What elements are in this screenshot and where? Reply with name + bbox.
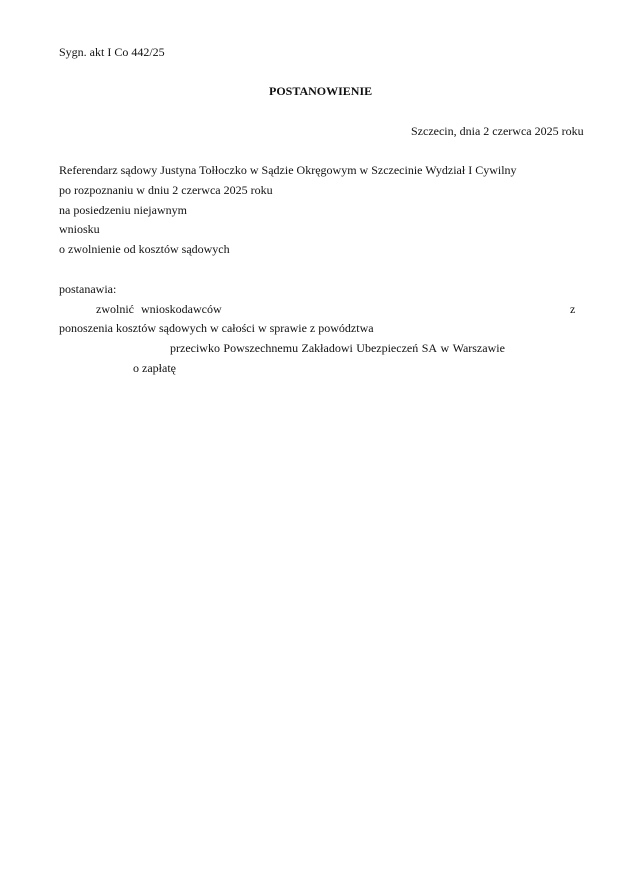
- ruling-line-3-word: Zakładowi: [301, 341, 353, 355]
- case-number: Sygn. akt I Co 442/25: [59, 45, 165, 59]
- ruling-line-3-word: Warszawie: [452, 341, 505, 355]
- ruling-word-2: wnioskodawców: [141, 302, 222, 316]
- ruling-line-3-word: Powszechnemu: [223, 341, 299, 355]
- ruling-line-3-word: przeciwko: [170, 341, 220, 355]
- intro-line-2: po rozpoznaniu w dniu 2 czerwca 2025 roku: [59, 183, 273, 197]
- place-and-date: Szczecin, dnia 2 czerwca 2025 roku: [411, 124, 584, 138]
- ruling-line-2: ponoszenia kosztów sądowych w całości w sprawie z powództwa: [59, 321, 374, 335]
- ruling-line-4: o zapłatę: [133, 361, 176, 375]
- document-title: POSTANOWIENIE: [269, 84, 373, 98]
- intro-line-1: Referendarz sądowy Justyna Tołłoczko w Sądzie Okręgowym w Szczecinie Wydział I Cywilny: [59, 163, 517, 177]
- ruling-line-3-word: SA: [421, 341, 438, 355]
- intro-line-5: o zwolnienie od kosztów sądowych: [59, 242, 230, 256]
- intro-line-4: wniosku: [59, 222, 100, 236]
- intro-line-3: na posiedzeniu niejawnym: [59, 203, 187, 217]
- ruling-line-3: [170, 341, 505, 355]
- ruling-word-3: z: [570, 302, 576, 316]
- ruling-line-3-word: w: [440, 341, 450, 355]
- ruling-line-3-word: Ubezpieczeń: [356, 341, 419, 355]
- decides-label: postanawia:: [59, 282, 117, 296]
- ruling-word-1: zwolnić: [96, 302, 134, 316]
